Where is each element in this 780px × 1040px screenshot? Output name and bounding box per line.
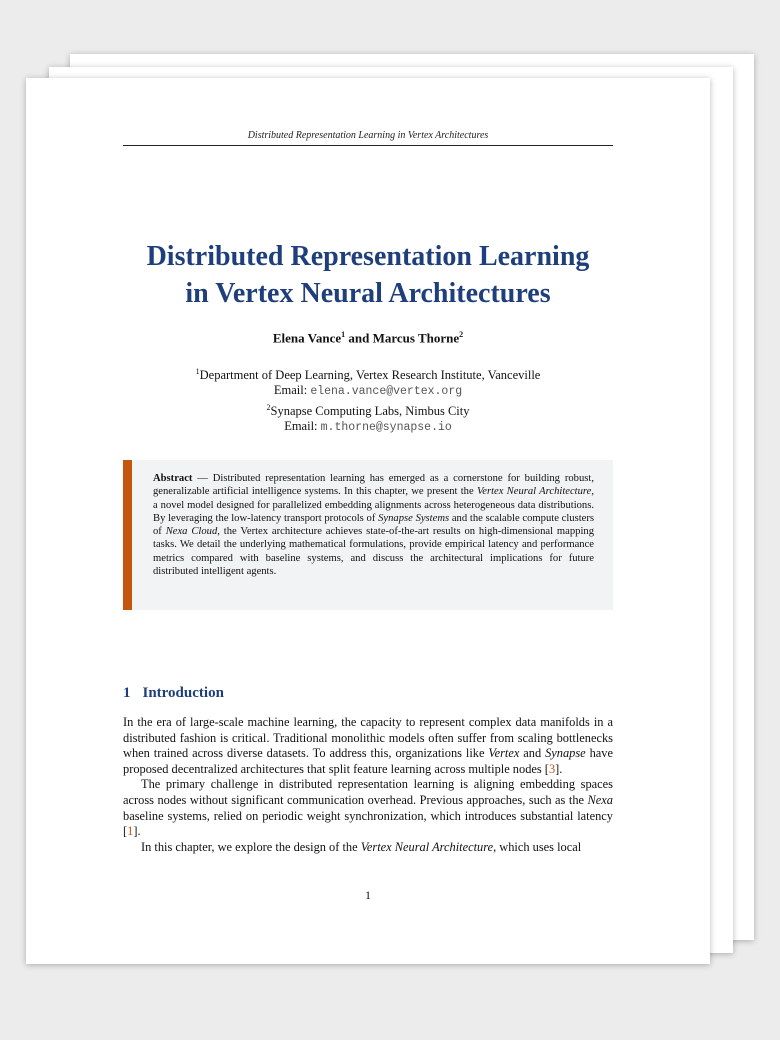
section-body xyxy=(123,715,613,855)
paragraph xyxy=(123,715,613,777)
section-number: 1 xyxy=(123,685,131,701)
paragraph-emphasis: Vertex xyxy=(488,746,520,761)
author-name: Marcus Thorne xyxy=(372,330,460,346)
paper-title-line-2: in Vertex Neural Architectures xyxy=(185,278,551,309)
affiliation-1 xyxy=(26,364,710,399)
paragraph-text: The primary challenge in distributed representation learning is aligning embedding spaces across nodes without significant communication overhead. Previous approaches, such as the xyxy=(123,777,613,807)
paragraph-text: and xyxy=(519,746,546,761)
affiliation-name: Department of Deep Learning, Vertex Research Institute, Vanceville xyxy=(199,368,541,383)
email-label: Email: xyxy=(273,383,311,398)
author-email[interactable]: elena.vance@vertex.org xyxy=(310,385,463,399)
paragraph-emphasis: Vertex Neural Architecture xyxy=(360,839,494,854)
affiliation-2 xyxy=(26,400,710,435)
author-affiliation-mark: 2 xyxy=(459,330,464,339)
paragraph-text: In this chapter, we explore the design of the xyxy=(141,839,361,854)
section-title: Introduction xyxy=(142,685,224,701)
paragraph-text: have proposed decentralized architectures that split feature learning across multiple nodes [ xyxy=(123,746,613,776)
abstract-text: — Distributed representation learning has emerged as a cornerstone for building robust, generalizable artificial intelligence systems. In this chapter, we present the xyxy=(153,473,594,498)
citation-link[interactable]: 3 xyxy=(548,761,556,776)
author-name: Elena Vance xyxy=(272,330,342,346)
abstract-text: and the scalable compute clusters of xyxy=(153,512,594,538)
abstract-label: Abstract xyxy=(153,473,193,484)
abstract-box xyxy=(123,460,613,610)
paragraph-emphasis: Synapse xyxy=(545,746,586,761)
paragraph-text: ]. xyxy=(133,824,141,839)
abstract-emphasis: Vertex Neural Architecture xyxy=(476,486,592,498)
paragraph-emphasis: Nexa xyxy=(587,792,613,807)
paragraph-text: , which uses local xyxy=(493,839,582,854)
running-head: Distributed Representation Learning in Vertex Architectures xyxy=(123,130,613,146)
abstract-text: , the Vertex architecture achieves state-of-the-art results on high-dimensional mapping tasks. We detail the underlying mathematical formulations, provide empirical latency and performance metrics compared with baseline systems, and discuss the architectural implications for future distributed intelligent agents. xyxy=(153,526,594,578)
author-list xyxy=(26,330,710,346)
paragraph-text: In the era of large-scale machine learning, the capacity to represent complex data manifolds in a distributed fashion is critical. Traditional monolithic models often suffer from scaling bottlenecks when trained across diverse datasets. To address this, organizations like xyxy=(123,715,613,761)
affiliation-mark: 1 xyxy=(195,367,200,376)
paper-title xyxy=(86,238,650,312)
paragraph xyxy=(123,840,613,856)
section-heading xyxy=(123,685,224,702)
author-email[interactable]: m.thorne@synapse.io xyxy=(320,421,452,435)
abstract-text: , a novel model designed for parallelized embedding alignments across heterogeneous data distributions. By leveraging the low-latency transport protocols of xyxy=(153,486,594,524)
paragraph xyxy=(123,777,613,839)
author-conjunction: and xyxy=(345,330,373,346)
paragraph-text: baseline systems, relied on periodic weight synchronization, which introduces substantial latency [ xyxy=(123,808,613,839)
abstract-emphasis: Synapse Systems xyxy=(378,512,450,524)
author-affiliation-mark: 1 xyxy=(341,330,346,339)
paper-title-line-1: Distributed Representation Learning xyxy=(146,241,590,272)
abstract-emphasis: Nexa Cloud xyxy=(165,526,218,538)
email-label: Email: xyxy=(284,419,321,434)
affiliation-mark: 2 xyxy=(266,403,271,412)
affiliation-name: Synapse Computing Labs, Nimbus City xyxy=(270,404,470,419)
citation-link[interactable]: 1 xyxy=(127,824,134,839)
paragraph-text: ]. xyxy=(555,761,563,776)
document-page xyxy=(26,78,710,964)
page-number: 1 xyxy=(365,888,371,902)
